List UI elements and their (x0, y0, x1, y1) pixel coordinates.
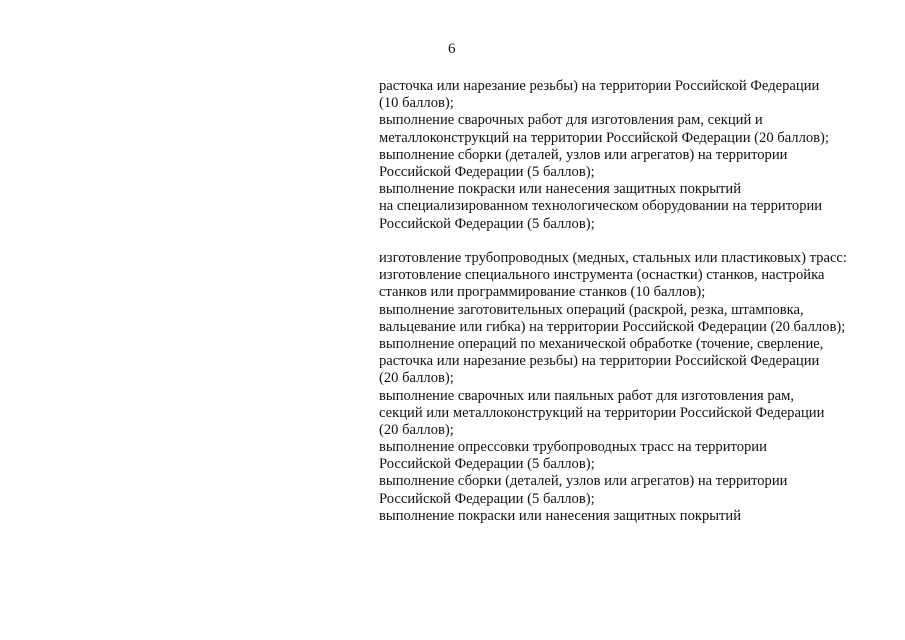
text-line: изготовление специального инструмента (оснастки) станков, настройка (379, 267, 825, 284)
text-block-1 (379, 78, 879, 233)
text-line: Российской Федерации (5 баллов); (379, 490, 595, 507)
page-number: 6 (448, 41, 456, 57)
text-line: выполнение сборки (деталей, узлов или агрегатов) на территории (379, 473, 788, 490)
text-line: секций или металлоконструкций на территории Российской Федерации (379, 404, 825, 421)
text-line: выполнение опрессовки трубопроводных трасс на территории (379, 439, 767, 456)
text-line: выполнение операций по механической обработке (точение, сверление, (379, 335, 824, 352)
text-line: выполнение сборки (деталей, узлов или агрегатов) на территории (379, 146, 788, 163)
text-line: расточка или нарезание резьбы) на территории Российской Федерации (379, 353, 820, 370)
text-line: расточка или нарезание резьбы) на территории Российской Федерации (379, 78, 820, 94)
text-line: (10 баллов); (379, 95, 454, 112)
text-line: на специализированном технологическом оборудовании на территории (379, 198, 823, 215)
text-line: выполнение заготовительных операций (раскрой, резка, штамповка, (379, 301, 804, 318)
text-line: выполнение сварочных или паяльных работ для изготовления рам, (379, 387, 795, 404)
section-heading-line: изготовление трубопроводных (медных, стальных или пластиковых) трасс: (379, 250, 847, 266)
text-line: выполнение покраски или нанесения защитных покрытий (379, 507, 742, 524)
text-line: (20 баллов); (379, 421, 454, 438)
text-line: Российской Федерации (5 баллов); (379, 456, 595, 473)
text-line: металлоконструкций на территории Российской Федерации (20 баллов); (379, 129, 829, 146)
text-line: Российской Федерации (5 баллов); (379, 215, 595, 232)
text-block-2 (379, 250, 879, 525)
text-line: выполнение покраски или нанесения защитных покрытий (379, 181, 742, 198)
text-line: станков или программирование станков (10 баллов); (379, 284, 706, 301)
text-line: Российской Федерации (5 баллов); (379, 163, 595, 180)
text-line: выполнение сварочных работ для изготовления рам, секций и (379, 112, 763, 129)
text-line: (20 баллов); (379, 370, 454, 387)
text-line: вальцевание или гибка) на территории Российской Федерации (20 баллов); (379, 318, 846, 335)
